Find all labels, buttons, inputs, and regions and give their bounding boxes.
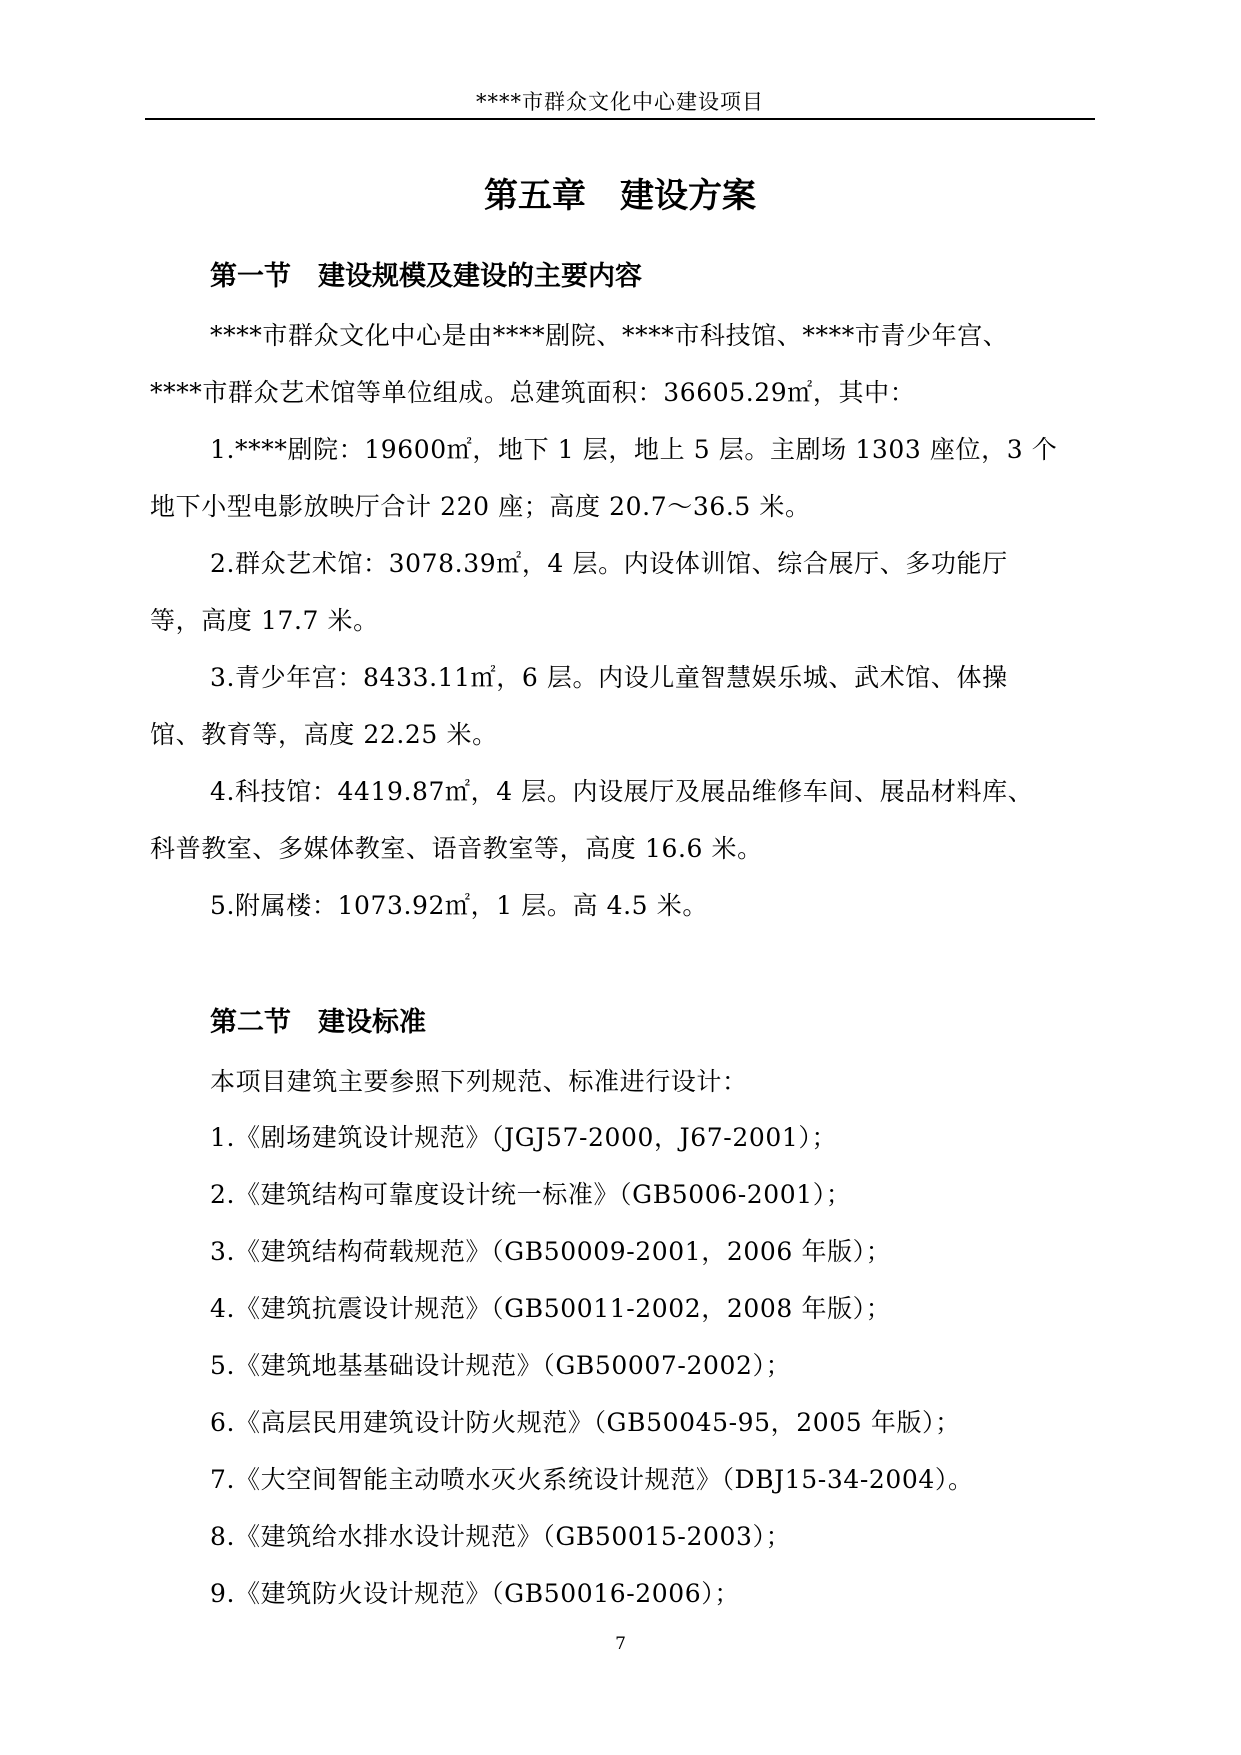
item-3-line-2: 馆、教育等，高度 22.25 米。 [150,720,498,749]
item-4-line-1: 4.科技馆：4419.87㎡，4 层。内设展厅及展品维修车间、展品材料库、 [210,777,1034,806]
standard-item: 6.《高层民用建筑设计防火规范》（GB50045-95，2005 年版）； [210,1408,961,1437]
paragraph-line: ****市群众艺术馆等单位组成。总建筑面积：36605.29㎡，其中： [150,378,916,407]
item-4-line-2: 科普教室、多媒体教室、语音教室等，高度 16.6 米。 [150,834,763,863]
item-2-line-2: 等，高度 17.7 米。 [150,606,379,635]
running-header: ****市群众文化中心建设项目 [476,90,764,114]
section-2-title: 第二节 建设标准 [210,1007,426,1038]
item-1-line-2: 地下小型电影放映厅合计 220 座；高度 20.7～36.5 米。 [150,492,811,521]
chapter-title: 第五章 建设方案 [484,176,756,216]
standard-item: 8.《建筑给水排水设计规范》（GB50015-2003）； [210,1522,792,1551]
standards-intro: 本项目建筑主要参照下列规范、标准进行设计： [210,1067,748,1096]
standard-item: 2.《建筑结构可靠度设计统一标准》（GB5006-2001）； [210,1180,852,1209]
item-5-line-1: 5.附属楼：1073.92㎡，1 层。高 4.5 米。 [210,891,708,920]
standard-item: 5.《建筑地基基础设计规范》（GB50007-2002）； [210,1351,792,1380]
header-rule [145,118,1095,120]
item-2-line-1: 2.群众艺术馆：3078.39㎡，4 层。内设体训馆、综合展厅、多功能厅 [210,549,1008,578]
standard-item: 7.《大空间智能主动喷水灭火系统设计规范》（DBJ15-34-2004）。 [210,1465,974,1494]
standard-item: 3.《建筑结构荷载规范》（GB50009-2001，2006 年版）； [210,1237,892,1266]
item-3-line-1: 3.青少年宫：8433.11㎡，6 层。内设儿童智慧娱乐城、武术馆、体操 [210,663,1008,692]
paragraph-line: ****市群众文化中心是由****剧院、****市科技馆、****市青少年宫、 [210,321,1009,350]
page-number: 7 [615,1634,626,1654]
standard-item: 9.《建筑防火设计规范》（GB50016-2006）； [210,1579,740,1608]
standard-item: 4.《建筑抗震设计规范》（GB50011-2002，2008 年版）； [210,1294,892,1323]
section-1-title: 第一节 建设规模及建设的主要内容 [210,261,642,292]
item-1-line-1: 1.****剧院：19600㎡，地下 1 层，地上 5 层。主剧场 1303 座位，3 个 [210,435,1058,464]
standard-item: 1.《剧场建筑设计规范》（JGJ57-2000，J67-2001）； [210,1123,838,1152]
